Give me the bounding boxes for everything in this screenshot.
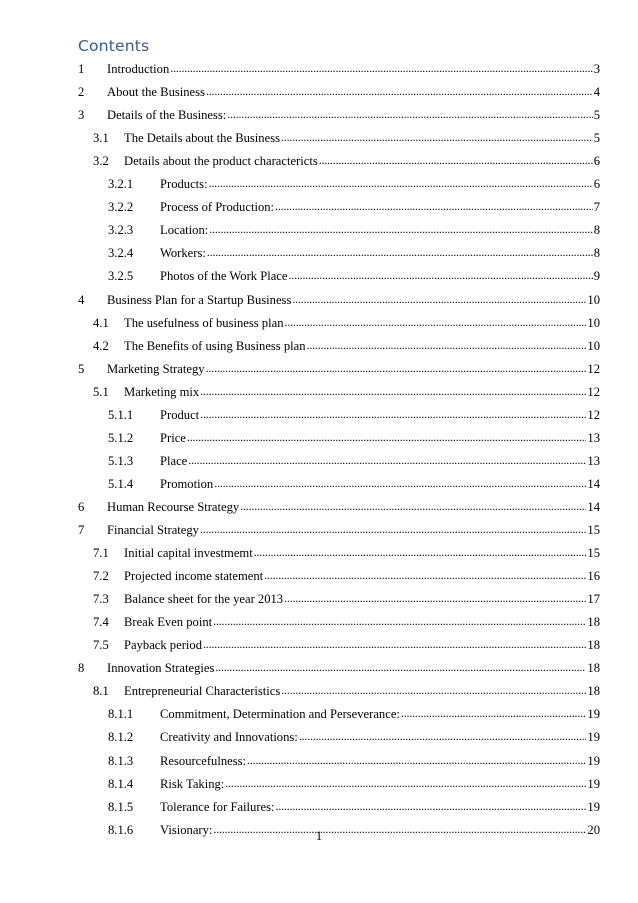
toc-entry[interactable] — [108, 175, 600, 193]
toc-entry-label: Tolerance for Failures: — [160, 799, 275, 814]
toc-dot-leader — [292, 290, 586, 308]
toc-entry-label: Marketing Strategy — [107, 361, 205, 376]
toc-entry-label: Details about the product charactericts — [124, 154, 318, 169]
toc-entry-page: 19 — [587, 730, 600, 745]
toc-entry-number: 7.5 — [93, 638, 109, 653]
toc-entry-label: Projected income statement — [124, 569, 264, 584]
toc-entry-number: 8.1.6 — [108, 822, 134, 837]
toc-entry-label: Location: — [160, 223, 209, 238]
toc-dot-leader — [275, 197, 593, 215]
toc-entry-label: Process of Production: — [160, 200, 275, 215]
toc-entry-label: Business Plan for a Startup Business — [107, 292, 292, 307]
toc-entry-number: 4.1 — [93, 315, 109, 330]
toc-entry[interactable] — [108, 798, 600, 816]
toc-entry-label: Details of the Business: — [107, 108, 227, 123]
toc-entry-label: Initial capital investmemt — [124, 546, 253, 561]
toc-entry-number: 8.1.3 — [108, 753, 134, 768]
toc-entry-number: 5.1.1 — [108, 407, 134, 422]
toc-dot-leader — [264, 566, 586, 584]
toc-entry-page: 19 — [587, 753, 600, 768]
toc-dot-leader — [284, 589, 586, 607]
toc-dot-leader — [227, 105, 592, 123]
toc-dot-leader — [276, 797, 587, 815]
toc-entry-number: 8.1.1 — [108, 707, 134, 722]
toc-entry-label: Payback period — [124, 638, 202, 653]
toc-entry-label: Visionary: — [160, 822, 213, 837]
toc-entry-page: 3 — [593, 62, 600, 76]
toc-dot-leader — [401, 704, 586, 722]
toc-entry-number: 2 — [78, 85, 85, 100]
toc-entry-number: 1 — [78, 62, 85, 76]
toc-entry-number: 3 — [78, 108, 85, 123]
toc-entry-page: 5 — [593, 108, 600, 123]
toc-entry-page: 5 — [593, 131, 600, 146]
toc-entry-number: 6 — [78, 499, 85, 514]
toc-entry-page: 10 — [587, 338, 600, 353]
toc-entry-page: 12 — [587, 384, 600, 399]
toc-dot-leader — [206, 359, 587, 377]
toc-entry[interactable] — [108, 221, 600, 239]
toc-entry-number: 8.1.2 — [108, 730, 134, 745]
page-number: 1 — [315, 829, 323, 843]
toc-dot-leader — [170, 59, 592, 77]
toc-entry[interactable] — [78, 498, 600, 516]
toc-entry-label: The Benefits of using Business plan — [124, 338, 306, 353]
toc-entry-label: Financial Strategy — [107, 523, 199, 537]
toc-entry-number: 5.1.2 — [108, 430, 134, 445]
toc-entry-page: 16 — [587, 569, 600, 584]
toc-entry-page: 6 — [593, 154, 600, 169]
toc-entry[interactable] — [78, 360, 600, 378]
toc-entry-number: 5.1 — [93, 384, 109, 399]
toc-entry[interactable] — [108, 452, 600, 470]
toc-dot-leader — [206, 82, 593, 100]
toc-entry-page: 8 — [593, 223, 600, 238]
toc-entry-number: 3.2.2 — [108, 200, 134, 215]
toc-dot-leader — [188, 451, 586, 469]
toc-dot-leader — [281, 128, 593, 146]
toc-entry[interactable] — [93, 590, 600, 608]
toc-entry-number: 7.4 — [93, 615, 109, 630]
toc-dot-leader — [215, 658, 586, 676]
toc-entry-number: 3.1 — [93, 131, 109, 146]
toc-entry-page: 19 — [587, 707, 600, 722]
toc-entry-label: Place — [160, 453, 188, 468]
toc-entry-number: 7.2 — [93, 569, 109, 584]
toc-entry-label: Introduction — [107, 62, 170, 76]
toc-entry[interactable] — [93, 682, 600, 700]
toc-entry-page: 18 — [587, 661, 600, 676]
toc-entry-number: 3.2.4 — [108, 246, 134, 261]
toc-entry-page: 15 — [587, 523, 600, 537]
toc-entry[interactable] — [93, 613, 600, 631]
toc-entry-label: Balance sheet for the year 2013 — [124, 592, 284, 607]
toc-dot-leader — [200, 520, 586, 538]
toc-entry[interactable] — [108, 728, 600, 746]
toc-entry-number: 8.1 — [93, 684, 109, 699]
toc-entry-number: 7 — [78, 523, 85, 537]
toc-entry[interactable] — [78, 106, 600, 124]
toc-entry[interactable] — [108, 475, 600, 493]
toc-entry-label: Entrepreneurial Characteristics — [124, 684, 281, 699]
toc-entry[interactable] — [93, 567, 600, 585]
toc-dot-leader — [207, 243, 593, 261]
toc-dot-leader — [209, 220, 592, 238]
toc-entry-number: 3.2.5 — [108, 269, 134, 284]
toc-dot-leader — [299, 727, 587, 745]
toc-entry[interactable] — [78, 291, 600, 309]
toc-dot-leader — [214, 474, 586, 492]
toc-entry-page: 19 — [587, 776, 600, 791]
toc-entry-page: 18 — [587, 684, 600, 699]
toc-entry-page: 20 — [587, 822, 600, 837]
toc-entry-page: 4 — [593, 85, 600, 100]
toc-entry-label: Marketing mix — [124, 384, 200, 399]
toc-entry[interactable] — [108, 705, 600, 723]
toc-entry-number: 8.1.5 — [108, 799, 134, 814]
toc-entry-number: 8 — [78, 661, 85, 676]
toc-entry[interactable] — [93, 383, 600, 401]
toc-entry[interactable] — [78, 659, 600, 677]
toc-entry-label: Resourcefulness: — [160, 753, 247, 768]
toc-dot-leader — [307, 336, 587, 354]
toc-entry-page: 14 — [587, 476, 600, 491]
toc-entry-number: 5.1.4 — [108, 476, 134, 491]
toc-entry[interactable] — [108, 198, 600, 216]
toc-entry-page: 10 — [587, 315, 600, 330]
toc-entry[interactable] — [93, 544, 600, 562]
toc-entry[interactable] — [93, 636, 600, 654]
toc-entry-number: 3.2 — [93, 154, 109, 169]
toc-entry-label: Risk Taking: — [160, 776, 225, 791]
toc-entry-page: 19 — [587, 799, 600, 814]
toc-entry-label: Commitment, Determination and Perseverance: — [160, 707, 400, 722]
toc-dot-leader — [240, 497, 586, 515]
toc-entry-label: Innovation Strategies — [107, 661, 215, 676]
toc-entry-number: 8.1.4 — [108, 776, 134, 791]
toc-dot-leader — [200, 382, 586, 400]
toc-dot-leader — [281, 681, 586, 699]
toc-dot-leader — [247, 751, 586, 769]
toc-dot-leader — [319, 151, 593, 169]
toc-entry[interactable] — [93, 314, 600, 332]
toc-dot-leader — [285, 313, 587, 331]
toc-entry-number: 3.2.3 — [108, 223, 134, 238]
toc-entry-label: Photos of the Work Place — [160, 269, 288, 284]
toc-entry[interactable] — [93, 129, 600, 147]
toc-entry[interactable] — [108, 406, 600, 424]
toc-dot-leader — [288, 266, 592, 284]
toc-entry-label: Break Even point — [124, 615, 213, 630]
toc-entry-page: 14 — [587, 499, 600, 514]
toc-entry-number: 7.3 — [93, 592, 109, 607]
toc-entry-label: The Details about the Business — [124, 131, 280, 146]
toc-entry[interactable] — [78, 521, 600, 539]
toc-dot-leader — [209, 174, 593, 192]
toc-entry-number: 5.1.3 — [108, 453, 134, 468]
toc-entry-number: 3.2.1 — [108, 177, 134, 192]
toc-dot-leader — [213, 612, 586, 630]
toc-entry[interactable] — [78, 83, 600, 101]
toc-entry-number: 7.1 — [93, 546, 109, 561]
toc-entry[interactable] — [108, 775, 600, 793]
toc-entry-label: Human Recourse Strategy — [107, 499, 240, 514]
toc-dot-leader — [200, 405, 586, 423]
toc-entry-page: 6 — [593, 177, 600, 192]
toc-entry-label: Product — [160, 407, 200, 422]
toc-entry-number: 5 — [78, 361, 85, 376]
toc-dot-leader — [187, 428, 587, 446]
toc-entry-page: 12 — [587, 361, 600, 376]
toc-entry-page: 10 — [587, 292, 600, 307]
toc-entry-page: 18 — [587, 638, 600, 653]
toc-entry-number: 4 — [78, 292, 85, 307]
toc-entry-page: 18 — [587, 615, 600, 630]
toc-dot-leader — [254, 543, 587, 561]
toc-dot-leader — [225, 774, 586, 792]
toc-entry-label: About the Business — [107, 85, 205, 100]
toc-entry-label: Products: — [160, 177, 208, 192]
toc-entry-page: 8 — [593, 246, 600, 261]
toc-entry-number: 4.2 — [93, 338, 109, 353]
toc-entry-label: Creativity and Innovations: — [160, 730, 298, 745]
toc-entry[interactable] — [108, 267, 600, 285]
toc-entry[interactable] — [108, 752, 600, 770]
toc-entry[interactable] — [108, 244, 600, 262]
toc-entry[interactable] — [93, 152, 600, 170]
toc-entry-page: 12 — [587, 407, 600, 422]
toc-entry-page: 7 — [593, 200, 600, 215]
toc-entry[interactable] — [78, 60, 600, 78]
toc-entry-label: Promotion — [160, 476, 214, 491]
toc-entry-page: 17 — [587, 592, 600, 607]
toc-entry[interactable] — [108, 429, 600, 447]
toc-entry-label: Workers: — [160, 246, 206, 261]
toc-entry-page: 15 — [587, 546, 600, 561]
toc-title: Contents — [78, 37, 150, 55]
toc-dot-leader — [203, 635, 586, 653]
toc-entry-label: The usefulness of business plan — [124, 315, 284, 330]
toc-entry-page: 13 — [587, 430, 600, 445]
toc-entry-page: 13 — [587, 453, 600, 468]
toc-entry[interactable] — [93, 337, 600, 355]
toc-entry-label: Price — [160, 430, 186, 445]
toc-entry-page: 9 — [593, 269, 600, 284]
